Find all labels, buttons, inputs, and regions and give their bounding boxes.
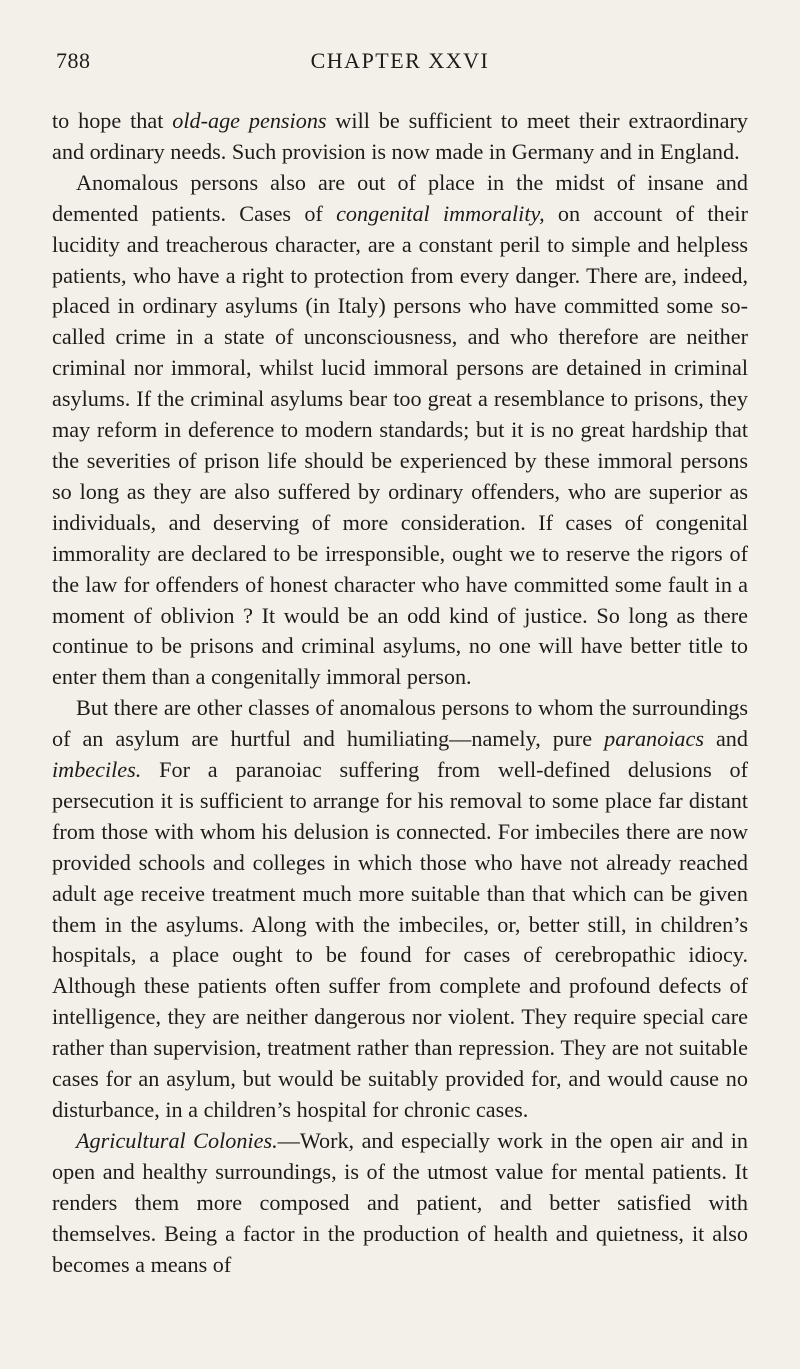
italic-text: Agricultural Colonies. xyxy=(76,1127,278,1153)
text-run: —Work, and especially work in the open air and in open and healthy surroundings, is of the utmost value for mental patients. It renders them more composed and patient, and better satisfied with themselves. Being a factor in the production of health and quietness, it also becomes a means of xyxy=(52,1127,748,1277)
text-run: For a paranoiac suffering from well-defined delusions of persecution it is sufficient to arrange for his removal to some place far distant from those with whom his delusion is connected. For imbeciles there are now provided schools and colleges in which those who have not already reached adult age receive treatment much more suitable than that which can be given them in the asylums. Along with the imbeciles, or, better still, in children’s hospitals, a place ought to be found for cases of cerebropathic idiocy. Although these patients often suffer from complete and profound defects of intelligence, they are neither dangerous nor violent. They require special care rather than supervision, treatment rather than repression. They are not suitable cases for an asylum, but would be suitably provided for, and would cause no disturbance, in a children’s hospital for chronic cases. xyxy=(52,757,748,1122)
text-run: will be sufficient to meet their extraordinary and ordinary needs. Such provision is now made in Germany and in England. xyxy=(52,108,748,164)
italic-text: congenital immorality, xyxy=(336,200,545,226)
italic-text: paranoiacs xyxy=(604,726,704,752)
paragraph xyxy=(52,1126,748,1281)
page-number: 788 xyxy=(56,48,91,73)
text-run: on account of their lucidity and treacherous character, are a constant peril to simple and helpless patients, who have a right to protection from every danger. There are, indeed, placed in ordinary asylums (in Italy) persons who have committed some so-called crime in a state of unconsciousness, and who therefore are neither criminal nor immoral, whilst lucid immoral persons are detained in criminal asylums. If the criminal asylums bear too great a resemblance to prisons, they may reform in deference to modern standards; but it is no great hardship that the severities of prison life should be experienced by these immoral persons so long as they are also suffered by ordinary offenders, who are superior as individuals, and deserving of more consideration. If cases of congenital immorality are declared to be irresponsible, ought we to reserve the rigors of the law for offenders of honest character who have committed some fault in a moment of oblivion ? It would be an odd kind of justice. So long as there continue to be prisons and criminal asylums, no one will have better title to enter them than a congenitally immoral person. xyxy=(52,200,748,690)
paragraph xyxy=(52,106,748,168)
text-run: Anomalous persons also are out of place in the midst of insane and demented patients. Cases of xyxy=(52,169,748,226)
book-page xyxy=(52,40,748,1340)
text-run: to hope that xyxy=(52,108,173,133)
chapter-heading: CHAPTER XXVI xyxy=(310,48,490,73)
paragraph xyxy=(52,168,748,693)
text-run: and xyxy=(703,726,748,752)
text-run: But there are other classes of anomalous persons to whom the surroundings of an asylum are hurtful and humiliating—namely, pure xyxy=(52,695,748,752)
paragraph xyxy=(52,693,748,1126)
italic-text: old-age pensions xyxy=(172,108,327,133)
italic-text: imbeciles. xyxy=(52,757,142,783)
running-head xyxy=(52,40,748,80)
body-text xyxy=(52,106,748,1280)
